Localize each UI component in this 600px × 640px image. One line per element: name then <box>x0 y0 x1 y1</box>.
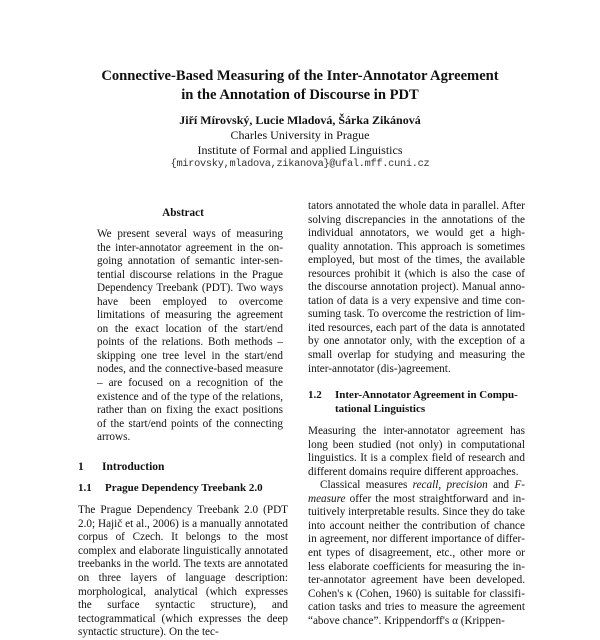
title-line-1: Connective-Based Measuring of the Inter-Annotator Agreement <box>101 68 499 84</box>
abstract-heading: Abstract <box>162 207 204 219</box>
section-heading <box>78 461 288 473</box>
text-run: and <box>487 479 515 492</box>
subsection-heading-1-2 <box>308 389 525 416</box>
term-f-measure: F-measure <box>308 479 525 505</box>
right-column <box>308 200 525 628</box>
subsection-title: Prague Dependency Treebank 2.0 <box>105 481 263 494</box>
term-precision: precision <box>446 479 488 492</box>
left-column <box>78 200 288 640</box>
term-recall: recall <box>412 479 439 492</box>
subsection-title: Inter-Annotator Agreement in Computational Linguistics <box>335 389 518 415</box>
text-run: Classical measures <box>320 479 413 492</box>
section-number: 1 <box>78 460 84 473</box>
text-run: offer the most straightforward and intuitively interpretable results. Since they do take into account neither the contribution of chance in agreement, nor different importance of different types of disagreement, etc., other more or less elaborate coefficients for measuring the inter-annotator agreement have been developed. Cohen's κ (Cohen, 1960) is suitable for classification tasks and tries to measure the agreement “above chance”. Krippendorff's α (Krippen- <box>308 492 525 627</box>
subsection-number: 1.1 <box>78 481 92 494</box>
abstract-text: We present several ways of measuring the inter-annotator agreement in the ongoing annotation of semantic inter-sentential discourse relations in the Prague Dependency Treebank (PDT). Two ways have been employed to overcome limitations of measuring the agreement on the exact location of the start/end points of the relations. Both methods – skipping one tree level in the start/end nodes, and the connective-based measure – are focused on a recognition of the existence and of the type of the relations, rather than on fixing the exact positions of the start/end points of the connecting arrows. <box>97 228 283 444</box>
author-block <box>60 113 540 172</box>
section-1-1-text: The Prague Dependency Treebank 2.0 (PDT 2.0; Hajič et al., 2006) is a manually annotated corpus of Czech. It belongs to the most complex and elaborate linguistically annotated treebanks in the world. The texts are annotated on three layers of language description: morphological, analytical (which expresses the surface syntactic structure), and tectogrammatical (which expresses the deep syntactic structure). On the tec- <box>78 504 288 639</box>
paragraph-measuring: Measuring the inter-annotator agreement has long been studied (not only) in computational linguistics. It is a complex field of research and different domains require different approaches. <box>308 425 525 478</box>
section-title: Introduction <box>102 460 165 473</box>
paper-title <box>60 67 540 104</box>
author-names: Jiří Mírovský, Lucie Mladová, Šárka Zikánová <box>179 113 421 127</box>
title-line-2: in the Annotation of Discourse in PDT <box>181 86 419 103</box>
affiliation-university: Charles University in Prague <box>230 127 370 142</box>
text-run: , <box>438 479 447 492</box>
subsection-number: 1.2 <box>308 389 322 402</box>
paragraph-classical-measures <box>308 479 525 628</box>
affiliation-institute: Institute of Formal and applied Linguistics <box>197 142 403 157</box>
author-emails: {mirovsky,mladova,zikanova}@ufal.mff.cuni.cz <box>170 158 430 171</box>
right-intro-paragraph: tators annotated the whole data in parallel. After solving discrepancies in the annotations of the individual annotators, we would get a high-quality annotation. This approach is sometimes employed, but most of the times, the available resources prohibit it (which is also the case of the discourse annotation project). Manual annotation of data is a very expensive and time consuming task. To overcome the restriction of limited resources, each part of the data is annotated by one annotator only, with the exception of a small overlap for studying and measuring the inter-annotator (dis-)agreement. <box>308 200 525 375</box>
subsection-heading <box>78 482 288 496</box>
